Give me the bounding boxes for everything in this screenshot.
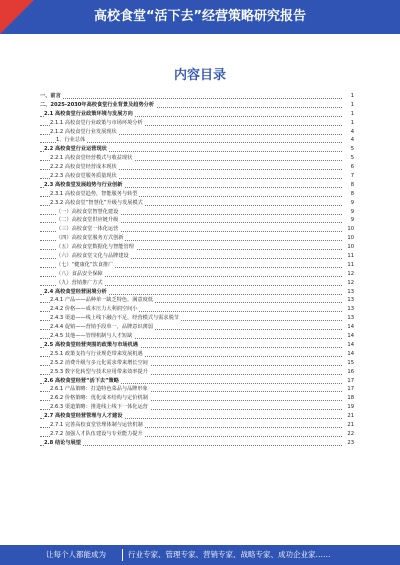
toc-entry[interactable] — [40, 430, 354, 439]
toc-entry-page: 6 — [350, 164, 354, 171]
toc-entry-label: 2.5.3 数字化转型与技术应用带来效率提升 — [50, 368, 148, 375]
toc-entry-page: 14 — [347, 324, 354, 331]
toc-entry-page: 8 — [350, 181, 354, 188]
toc-entry-label: （三）高校食堂一体化运营 — [56, 226, 119, 233]
toc-entry-label: （四）高校食堂服务方式创新 — [56, 235, 124, 242]
toc-entry-label: 2.4.5 其他——管理机制与人才短缺 — [50, 333, 133, 340]
toc-entry-label: 2.5.1 政策支持与行业规范带来发展机遇 — [50, 350, 143, 357]
toc-entry-label: （五）高校食堂数据化与智能管理 — [56, 244, 134, 251]
toc-entry-page: 9 — [350, 217, 354, 224]
toc-entry-label: （八）食品安全保障 — [56, 270, 103, 277]
toc-entry-page: 1 — [350, 119, 354, 126]
toc-entry-label: 2.4.1 产品——品种单一缺乏特色，满意度低 — [50, 297, 154, 304]
toc-entry-page: 1 — [350, 101, 354, 108]
toc-entry-label: 2.3.2 高校食堂“智慧化”升级与发展模式 — [50, 199, 143, 206]
toc-entry-label: 2.8 结论与展望 — [44, 439, 81, 446]
toc-entry-page: 12 — [347, 270, 354, 277]
toc-entry[interactable] — [40, 332, 354, 341]
toc-entry-label: 2.3.1 高校食堂趋势，智能服务与转型 — [50, 190, 138, 197]
toc-entry-label: 2.4 高校食堂经营困境分析 — [44, 288, 107, 295]
toc-entry-page: 4 — [350, 128, 354, 135]
toc-entry-label: 2.1.1 高校食堂行业政策与市场环境分析 — [50, 119, 143, 126]
toc-entry-label: 2.5.2 消费升级与多元化需求带来增长空间 — [50, 359, 148, 366]
toc-entry-page: 8 — [350, 190, 354, 197]
toc-entry-page: 17 — [347, 386, 354, 393]
toc-entry-label: （一）高校食堂智慧化建设 — [56, 208, 119, 215]
toc-entry-label: （九）营销推广方式 — [56, 279, 103, 286]
toc-entry-page: 11 — [347, 261, 354, 268]
toc-entry-page: 14 — [347, 341, 354, 348]
toc-entry[interactable] — [40, 323, 354, 332]
toc-entry-page: 13 — [347, 288, 354, 295]
toc-entry-page: 15 — [347, 359, 354, 366]
toc-entry-label: 二、2025-2030年高校食堂行业背景及趋势分析 — [40, 101, 155, 108]
toc-entry[interactable] — [40, 377, 354, 386]
toc-entry-page: 21 — [347, 421, 354, 428]
toc-entry[interactable] — [40, 252, 354, 261]
toc-entry-label: 2.2.1 高校食堂经营模式与收益现状 — [50, 155, 133, 162]
toc-entry[interactable] — [40, 279, 354, 288]
toc-entry[interactable] — [40, 403, 354, 412]
toc-entry[interactable] — [40, 181, 354, 190]
toc-entry-page: 13 — [347, 297, 354, 304]
toc-entry-label: 2.6 高校食堂经营“活下去”策略 — [44, 377, 119, 384]
toc-entry-label: 2.1 高校食堂行业政策环境与发展方向 — [44, 110, 133, 117]
toc-entry-page: 4 — [350, 137, 354, 144]
toc-entry-page: 9 — [350, 199, 354, 206]
toc-entry[interactable] — [40, 199, 354, 208]
toc-entry-label: 2.7.1 完善高校食堂管理体制与运营机制 — [50, 421, 143, 428]
toc-entry-label: 2.2 高校食堂行业运营现状 — [44, 146, 107, 153]
toc-entry[interactable] — [40, 270, 354, 279]
toc-entry[interactable] — [40, 225, 354, 234]
toc-entry-page: 12 — [347, 279, 354, 286]
toc-entry[interactable] — [40, 190, 354, 199]
toc-entry[interactable] — [40, 119, 354, 128]
toc-entry[interactable] — [40, 145, 354, 154]
toc-entry[interactable] — [40, 261, 354, 270]
toc-entry[interactable] — [40, 296, 354, 305]
toc-entry-label: （六）高校食堂文化与品牌建设 — [56, 253, 129, 260]
toc-entry-label: 2.3 高校食堂发展趋势与行业创新 — [44, 181, 123, 188]
toc-entry-page: 7 — [350, 173, 354, 180]
toc-entry-label: 2.2.2 高校食堂经营成本现状 — [50, 164, 117, 171]
toc-entry-page: 14 — [347, 333, 354, 340]
toc-entry-page: 21 — [347, 413, 354, 420]
toc-entry-page: 16 — [347, 368, 354, 375]
toc-entry-label: 2.4.4 促销——营销手段单一，品牌意识薄弱 — [50, 324, 154, 331]
toc-entry[interactable] — [40, 439, 354, 448]
toc-entry-page: 1 — [350, 110, 354, 117]
report-title: 高校食堂“活下去”经营策略研究报告 — [93, 9, 307, 24]
toc-entry-page: 13 — [347, 315, 354, 322]
toc-entry[interactable] — [40, 101, 354, 110]
toc-entry-page: 17 — [347, 377, 354, 384]
toc-entry-label: 2.6.2 价格策略：优化成本结构与定价机制 — [50, 395, 148, 402]
toc-entry[interactable] — [40, 421, 354, 430]
toc-entry-page: 11 — [347, 253, 354, 260]
toc-entry-page: 5 — [350, 146, 354, 153]
toc-entry-page: 9 — [350, 208, 354, 215]
toc-entry-page: 18 — [347, 395, 354, 402]
toc-entry-label: 2.4.3 渠道——线上线下融合不足，经营模式与需求脱节 — [50, 315, 179, 322]
toc-entry[interactable] — [40, 128, 354, 137]
toc-entry[interactable] — [40, 110, 354, 119]
toc-entry-page: 5 — [350, 155, 354, 162]
toc-entry[interactable] — [40, 412, 354, 421]
toc-entry[interactable] — [40, 288, 354, 297]
footer-slogan-left: 让每个人都能成为 — [46, 550, 106, 559]
footer-slogan-right: 行业专家、管理专家、营销专家、战略专家、成功企业家…… — [128, 550, 331, 559]
toc-entry-page: 13 — [347, 306, 354, 313]
footer-divider — [122, 549, 123, 561]
toc-entry-label: （七）“健康化”饮食推广 — [56, 261, 114, 268]
toc-entry[interactable] — [40, 359, 354, 368]
toc-entry-label: 2.4.2 价格——成本压力大利润空间小 — [50, 306, 138, 313]
toc-entry-page: 14 — [347, 350, 354, 357]
toc-entry[interactable] — [40, 394, 354, 403]
toc-entry[interactable] — [40, 341, 354, 350]
toc-entry[interactable] — [40, 385, 354, 394]
toc-entry-label: 一、前言 — [40, 93, 61, 99]
table-of-contents — [40, 92, 354, 448]
toc-heading: 内容目录 — [173, 68, 226, 83]
header-bar — [0, 0, 400, 34]
toc-entry[interactable] — [40, 314, 354, 323]
toc-entry[interactable] — [40, 216, 354, 225]
toc-entry[interactable] — [40, 172, 354, 181]
toc-entry-page: 1 — [350, 93, 354, 99]
toc-entry-label: 2.1.2 高校食堂行业发展现状 — [50, 128, 117, 135]
toc-entry-label: （二）高校食堂供应链升级 — [56, 217, 119, 224]
toc-entry-page: 10 — [347, 235, 354, 242]
toc-entry[interactable] — [40, 350, 354, 359]
toc-entry-label: 2.5 高校食堂经营突围的政策与市场机遇 — [44, 341, 138, 348]
toc-entry[interactable] — [40, 208, 354, 217]
toc-entry[interactable] — [40, 163, 354, 172]
toc-entry-label: 2.2.3 高校食堂服务质量现状 — [50, 173, 117, 180]
toc-entry-label: 2.7.2 加强人才队伍建设与专业能力提升 — [50, 430, 143, 437]
toc-entry[interactable] — [40, 234, 354, 243]
toc-entry-page: 10 — [347, 244, 354, 251]
toc-entry-page: 23 — [347, 439, 354, 446]
toc-entry[interactable] — [40, 92, 354, 101]
toc-entry-label: 1、行业总体 — [56, 137, 86, 144]
toc-entry-page: 10 — [347, 226, 354, 233]
toc-entry[interactable] — [40, 136, 354, 145]
toc-entry-page: 19 — [347, 404, 354, 411]
toc-dot-leader — [40, 98, 342, 99]
toc-entry-label: 2.6.3 渠道策略：推进线上线下一体化运营 — [50, 404, 148, 411]
toc-entry[interactable] — [40, 305, 354, 314]
toc-entry-page: 22 — [347, 430, 354, 437]
footer-bar — [0, 545, 400, 565]
toc-entry[interactable] — [40, 368, 354, 377]
toc-entry[interactable] — [40, 154, 354, 163]
toc-entry-label: 2.6.1 产品策略：打造特色菜品与品牌形象 — [50, 386, 148, 393]
toc-dot-leader — [40, 445, 342, 446]
toc-entry[interactable] — [40, 243, 354, 252]
toc-entry-label: 2.7 高校食堂经营管理与人才建设 — [44, 413, 123, 420]
